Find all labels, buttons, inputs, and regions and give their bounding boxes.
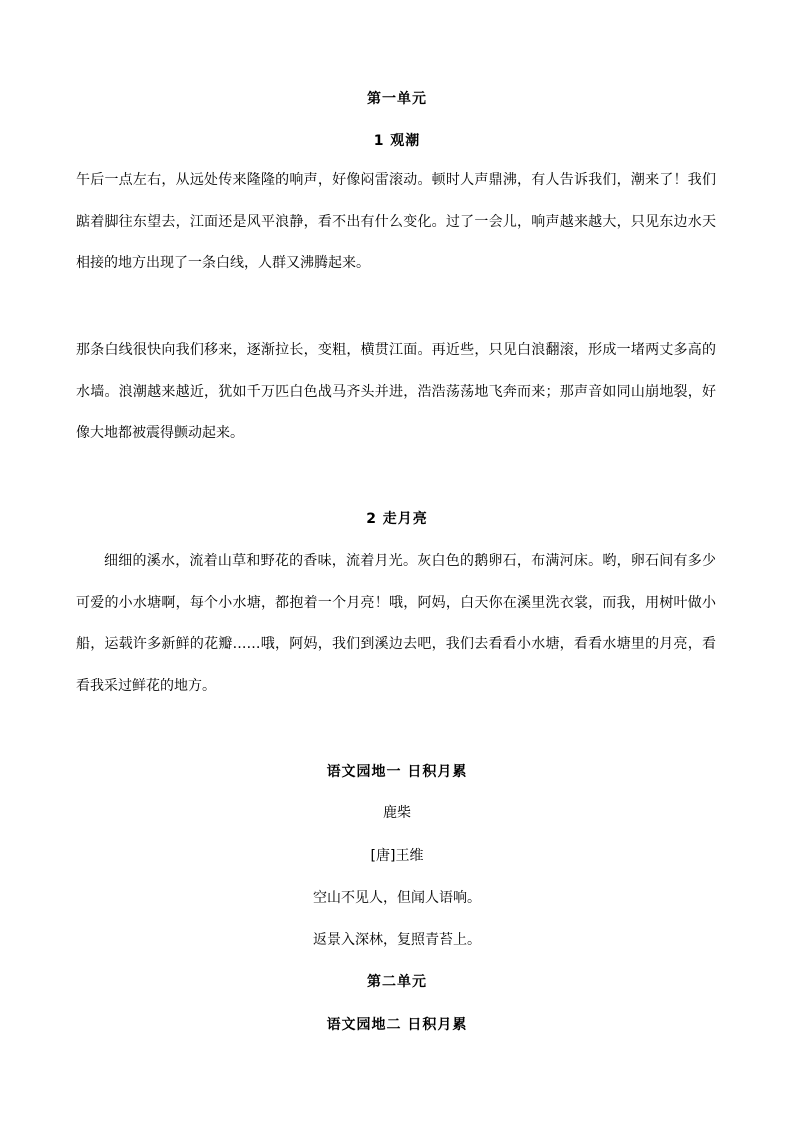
poem-title: 鹿柴 xyxy=(383,805,411,821)
lesson2-title: 2 走月亮 xyxy=(366,511,428,527)
garden2-title: 语文园地二 日积月累 xyxy=(326,1017,468,1033)
lesson1-paragraph-2: 那条白线很快向我们移来，逐渐拉长，变粗，横贯江面。再近些，只见白浪翻滚，形成一堵两丈多高的水墙。浪潮越来越近，犹如千万匹白色战马齐头并进，浩浩荡荡地飞奔而来；那声音如同山崩地裂，好像大地都被震得颤动起来。 xyxy=(76,342,716,441)
poem-line-2: 返景入深林，复照青苔上。 xyxy=(313,932,481,948)
poem-line-1: 空山不见人，但闻人语响。 xyxy=(313,890,481,906)
garden1-title: 语文园地一 日积月累 xyxy=(326,764,468,780)
unit2-title: 第二单元 xyxy=(367,974,427,990)
lesson2-paragraph-1: 细细的溪水，流着山草和野花的香味，流着月光。灰白色的鹅卵石，布满河床。哟，卵石间有多少可爱的小水塘啊，每个小水塘，都抱着一个月亮！哦，阿妈，白天你在溪里洗衣裳，而我，用树叶做小船，运载许多新鲜的花瓣……哦，阿妈，我们到溪边去吧，我们去看看小水塘，看看水塘里的月亮，看看我采过鲜花的地方。 xyxy=(76,553,716,694)
unit1-title: 第一单元 xyxy=(367,91,427,107)
poem-author: [唐]王维 xyxy=(370,848,424,864)
lesson1-title: 1 观潮 xyxy=(373,133,421,149)
lesson1-paragraph-1: 午后一点左右，从远处传来隆隆的响声，好像闷雷滚动。顿时人声鼎沸，有人告诉我们，潮来了！我们踮着脚往东望去，江面还是风平浪静，看不出有什么变化。过了一会儿，响声越来越大，只见东边水天相接的地方出现了一条白线，人群又沸腾起来。 xyxy=(76,172,716,271)
